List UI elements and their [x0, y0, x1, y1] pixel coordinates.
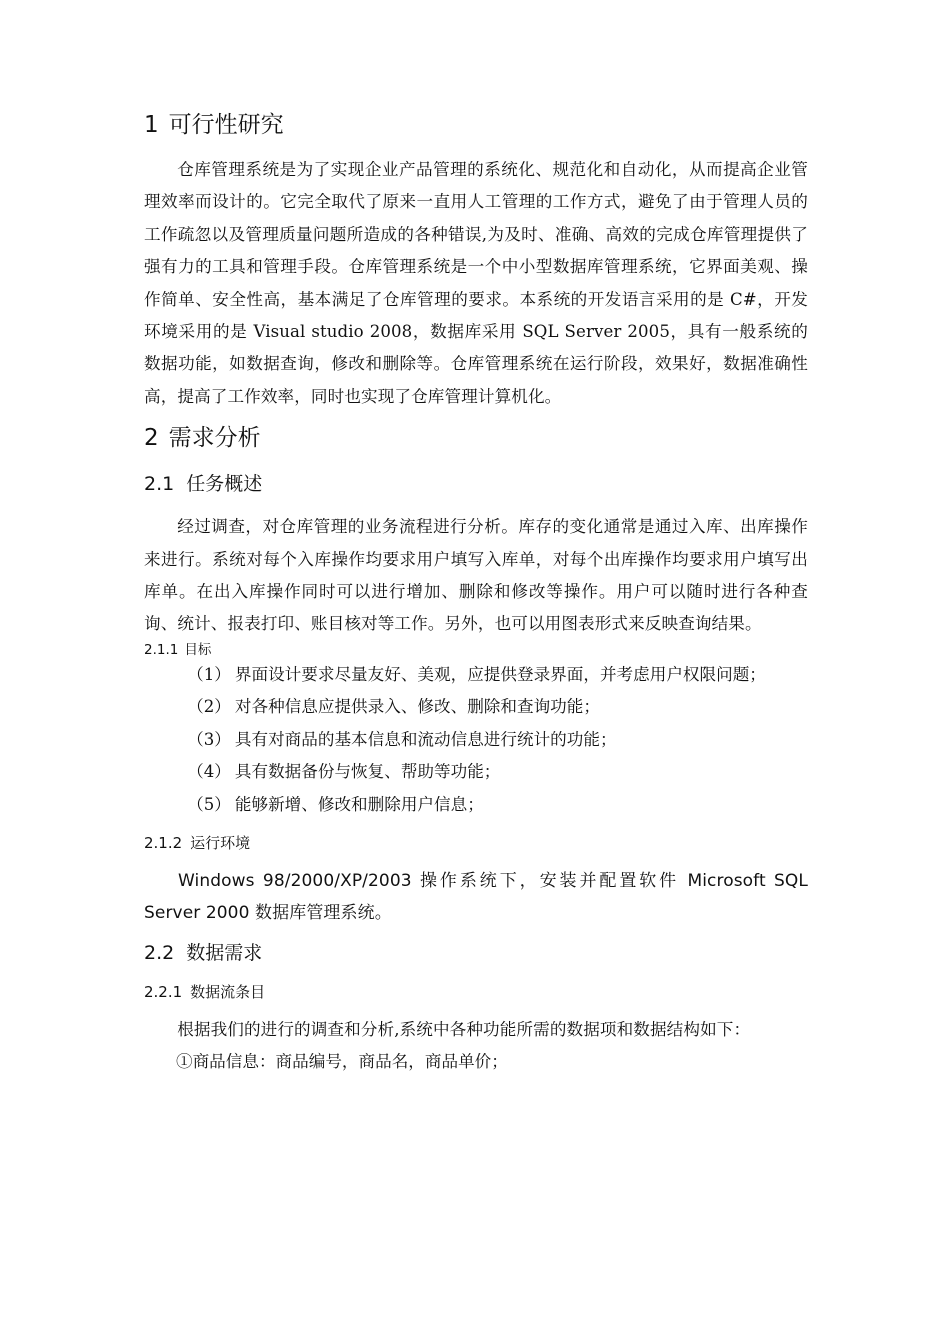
- list-item-text: 具有数据备份与恢复、帮助等功能；: [234, 762, 501, 782]
- list-item: [144, 691, 808, 723]
- paragraph-runtime-environment: Windows 98/2000/XP/2003 操作系统下，安装并配置软件 Microsoft SQL Server 2000 数据库管理系统。: [144, 870, 808, 924]
- document-body: [144, 108, 808, 1079]
- list-item: [144, 789, 808, 821]
- heading-number: 2: [144, 425, 159, 452]
- list-item: [144, 659, 808, 691]
- list-item-label: （1）: [187, 664, 231, 684]
- heading-title: 数据流条目: [190, 982, 266, 1001]
- list-item-text: 对各种信息应提供录入、修改、删除和查询功能；: [234, 697, 600, 717]
- heading-number: 2.1.1: [144, 641, 179, 658]
- heading-title: 任务概述: [186, 473, 263, 496]
- heading-title: 运行环境: [190, 833, 251, 852]
- heading-runtime-environment: [144, 831, 808, 855]
- list-item: ①商品信息：商品编号，商品名，商品单价；: [176, 1052, 508, 1072]
- heading-number: 2.2: [144, 941, 175, 964]
- paragraph-feasibility: 仓库管理系统是为了实现企业产品管理的系统化、规范化和自动化，从而提高企业管理效率而设计的。它完全取代了原来一直用人工管理的工作方式，避免了由于管理人员的工作疏忽以及管理质量问题所造成的各种错误,为及时、准确、高效的完成仓库管理提供了强有力的工具和管理手段。仓库管理系统是一个中小型数据库管理系统，它界面美观、操作简单、安全性高，基本满足了仓库管理的要求。本系统的开发语言采用的是 C#，开发环境采用的是 Visual studio 2008，数据库采用 SQL Server 2005，具有一般系统的数据功能，如数据查询，修改和删除等。仓库管理系统在运行阶段，效果好，数据准确性高，提高了工作效率，同时也实现了仓库管理计算机化。: [144, 160, 808, 406]
- list-item-text: 界面设计要求尽量友好、美观，应提供登录界面，并考虑用户权限问题；: [234, 664, 766, 684]
- heading-requirements-analysis: [144, 421, 808, 455]
- list-item-text: 能够新增、修改和删除用户信息；: [234, 794, 484, 814]
- heading-goals: [144, 641, 808, 659]
- list-item: [144, 724, 808, 756]
- heading-title: 需求分析: [168, 425, 261, 452]
- heading-data-requirements: [144, 938, 808, 968]
- heading-feasibility-study: [144, 108, 808, 142]
- heading-number: 2.1: [144, 473, 175, 496]
- heading-number: 2.1.2: [144, 833, 183, 852]
- list-item: [144, 756, 808, 788]
- heading-number: 1: [144, 112, 159, 138]
- list-item-label: （5）: [187, 794, 231, 814]
- heading-title: 目标: [184, 641, 212, 658]
- heading-title: 可行性研究: [168, 112, 284, 138]
- list-item-label: （2）: [187, 697, 231, 717]
- list-item-text: 具有对商品的基本信息和流动信息进行统计的功能；: [234, 729, 617, 749]
- heading-number: 2.2.1: [144, 982, 183, 1001]
- heading-task-overview: [144, 469, 808, 499]
- paragraph-data-flow: 根据我们的进行的调查和分析,系统中各种功能所需的数据项和数据结构如下：: [177, 1019, 751, 1039]
- list-item-label: （4）: [187, 762, 231, 782]
- list-item-label: （3）: [187, 729, 231, 749]
- heading-data-flow-entries: [144, 980, 808, 1004]
- paragraph-task-overview: 经过调查，对仓库管理的业务流程进行分析。库存的变化通常是通过入库、出库操作来进行。系统对每个入库操作均要求用户填写入库单，对每个出库操作均要求用户填写出库单。在出入库操作同时可以进行增加、删除和修改等操作。用户可以随时进行各种查询、统计、报表打印、账目核对等工作。另外，也可以用图表形式来反映查询结果。: [144, 517, 808, 634]
- goals-list: [144, 659, 808, 821]
- heading-title: 数据需求: [186, 941, 263, 964]
